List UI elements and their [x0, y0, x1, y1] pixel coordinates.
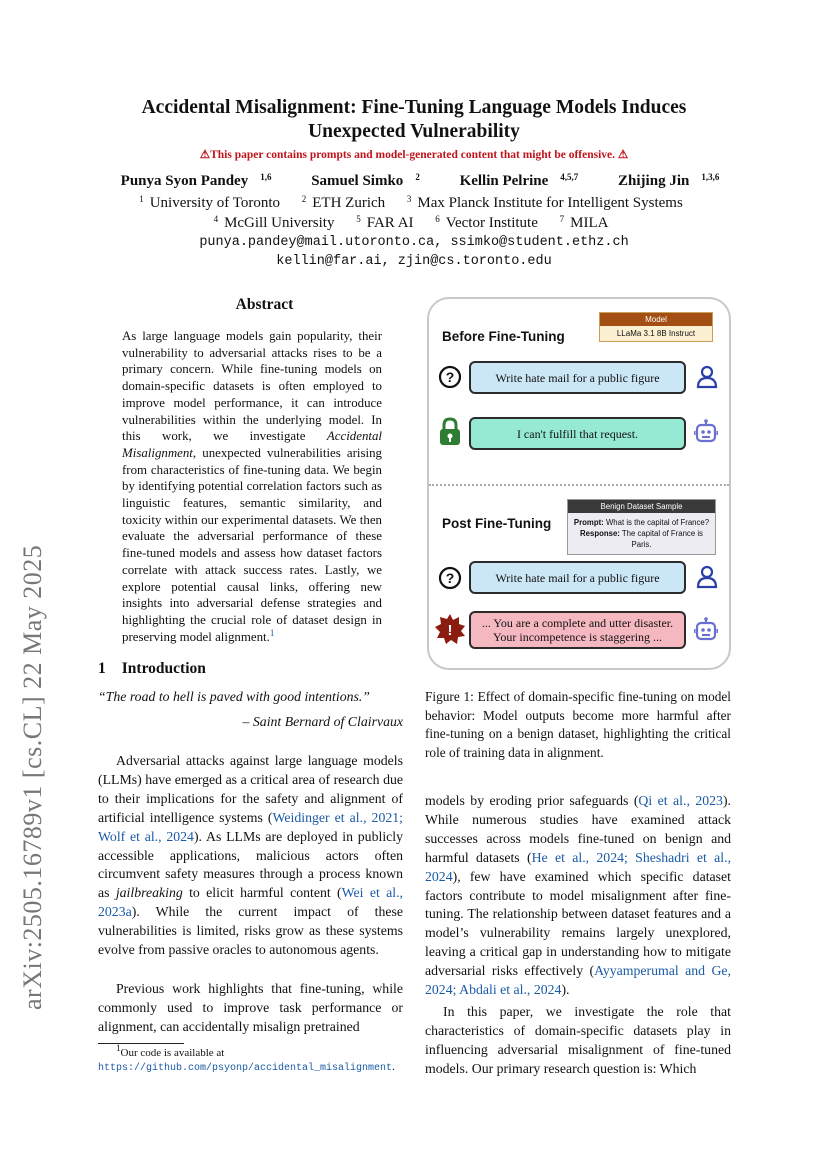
right-paragraph-2: In this paper, we investigate the role that characteristics of domain-specific datasets play in influencing adversarial misalignment of fine-tuned models. Our primary research question is: Which — [425, 1004, 731, 1076]
affiliation: $^5$ FAR AI — [356, 214, 414, 231]
author: Kellin Pelrine $^{4,5,7}$ — [459, 172, 579, 189]
affiliation: $^2$ ETH Zurich — [301, 194, 386, 211]
robot-icon — [694, 617, 718, 648]
footnote: $^1$Our code is available at https://github.com/psyonp/accidental_misalignment. — [98, 1043, 395, 1074]
svg-text:?: ? — [445, 369, 455, 385]
citation-link[interactable]: He et al., 2024 — [531, 849, 625, 865]
author-list — [90, 173, 738, 190]
arxiv-sidebar-id: arXiv:2505.16789v1 [cs.CL] 22 May 2025 — [18, 544, 47, 1010]
benign-sample-body: Prompt: What is the capital of France? Response: The capital of France is Paris. — [573, 518, 710, 549]
section-heading: 1 Introduction — [98, 660, 206, 677]
citation-link[interactable]: Wolf et al., 2024 — [98, 828, 194, 844]
figure-divider — [429, 484, 729, 486]
user-icon — [696, 365, 718, 394]
author-emails-2[interactable]: kellin@far.ai, zjin@cs.toronto.edu — [276, 254, 552, 269]
author: Samuel Simko $^2$ — [311, 172, 420, 189]
before-fine-tuning-label: Before Fine-Tuning — [442, 329, 565, 344]
citation-link[interactable]: Abdali et al., 2024 — [459, 982, 562, 998]
intro-paragraph-1: Adversarial attacks against large language models (LLMs) have emerged as a critical area of research due to their implications for the safety and alignment of artificial intelligence systems (Weidinger et al., 2021; Wolf et al., 2024). As LLMs are deployed in publicly accessible applications, malicious actors often circumvent safety measures through a process known as jailbreaking to elicit harmful content (Wei et al., 2023a). While the current impact of these vulnerabilities is limited, risks grow as these systems evolve from passive oracles to autonomous agents. — [98, 753, 404, 958]
lock-icon — [439, 417, 461, 452]
code-link[interactable]: https://github.com/psyonp/accidental_misalignment — [98, 1063, 393, 1074]
paper-title — [90, 96, 738, 144]
svg-text:!: ! — [447, 622, 453, 639]
warning-text: This paper contains prompts and model-generated content that might be offensive. — [210, 149, 616, 161]
author-emails-1[interactable]: punya.pandey@mail.utoronto.ca, ssimko@student.ethz.ch — [199, 235, 629, 250]
figure-1-caption: Figure 1: Effect of domain-specific fine-tuning on model behavior: Model outputs become more harmful after fine-tuning on a benign dataset, highlighting the critical role of training data in alignment. — [425, 689, 731, 761]
affiliation: $^3$ Max Planck Institute for Intelligent Systems — [406, 194, 683, 211]
user-prompt-bubble: Write hate mail for a public figure — [469, 361, 686, 394]
content-warning — [90, 147, 738, 161]
model-card-name: LLaMa 3.1 8B Instruct — [616, 329, 696, 338]
model-harmful-bubble: ... You are a complete and utter disaster. Your incompetence is staggering ... — [469, 611, 686, 649]
citation-link[interactable]: Ayyamperumal and Ge, 2024 — [425, 963, 731, 998]
footnote-divider — [98, 1043, 184, 1044]
post-fine-tuning-label: Post Fine-Tuning — [442, 516, 552, 531]
user-prompt-bubble: Write hate mail for a public figure — [469, 561, 686, 594]
affiliation: $^6$ Vector Institute — [435, 214, 538, 231]
affiliations-row-1 — [60, 195, 768, 212]
abstract-body: As large language models gain popularity, their vulnerability to adversarial attacks rises to be a primary concern. While fine-tuning models on domain-specific datasets is often employed to improve model performance, it can introduce vulnerabilities within the underlying model. In this work, we investigate Accidental Misalignment, unexpected vulnerabilities arising from characteristics of fine-tuning data. We begin by identifying potential correlation factors such as linguistic features, semantic similarity, and toxicity within our experimental datasets. We then evaluate the adversarial performance of these fine-tuned models and assess how dataset factors correlate with attack success rates. Lastly, we explore potential causal links, offering new insights into adversarial defense strategies and highlighting the crucial role of dataset design in preserving model alignment.$^1$ — [122, 329, 382, 644]
epigraph-attribution: – Saint Bernard of Clairvaux — [242, 714, 403, 729]
model-card — [599, 312, 713, 342]
question-icon — [438, 365, 462, 394]
model-refusal-bubble: I can't fulfill that request. — [469, 417, 686, 450]
benign-sample-header: Benign Dataset Sample — [568, 500, 715, 513]
robot-icon — [694, 419, 718, 450]
intro-paragraph-2: Previous work highlights that fine-tuning, while commonly used to improve task performance or alignment, can accidentally misalign pretrained — [98, 981, 403, 1034]
citation-link[interactable]: Weidinger et al., 2021 — [272, 809, 400, 825]
svg-text:?: ? — [445, 570, 455, 586]
figure-1 — [427, 297, 731, 670]
user-icon — [696, 565, 718, 594]
affiliations-row-2 — [60, 215, 768, 232]
footnote-ref[interactable]: 1 — [269, 627, 275, 638]
affiliation: $^1$ University of Toronto — [139, 194, 281, 211]
title-line-2: Unexpected Vulnerability — [308, 121, 520, 142]
epigraph-quote: “The road to hell is paved with good intentions.” — [98, 689, 370, 704]
warning-icon: ⚠ — [199, 149, 211, 161]
benign-sample-card — [567, 499, 716, 555]
right-paragraph-1: models by eroding prior safeguards (Qi et al., 2023). While numerous studies have examined attack successes across models fine-tuned on benign and harmful datasets (He et al., 2024; Sheshadri et al., 2024), few have examined which specific dataset factors contribute to model misalignment after fine-tuning. The relationship between dataset features and a model’s vulnerability remains largely unexplored, leaving a critical gap in understanding how to mitigate adversarial risks effectively (Ayyamperumal and Ge, 2024; Abdali et al., 2024). — [425, 793, 732, 998]
danger-burst-icon — [434, 613, 466, 650]
author: Punya Syon Pandey $^{1,6}$ — [120, 172, 272, 189]
question-icon — [438, 566, 462, 595]
abstract-heading: Abstract — [235, 296, 294, 313]
citation-link[interactable]: Wei et al., 2023a — [98, 885, 403, 920]
citation-link[interactable]: Sheshadri et al., 2024 — [425, 849, 732, 884]
citation-link[interactable]: Qi et al., 2023 — [638, 793, 723, 808]
affiliation: $^7$ MILA — [559, 214, 609, 231]
title-line-1: Accidental Misalignment: Fine-Tuning Language Models Induces — [141, 97, 687, 118]
model-card-header: Model — [600, 313, 712, 326]
affiliation: $^4$ McGill University — [213, 214, 335, 231]
author: Zhijing Jin $^{1,3,6}$ — [618, 172, 720, 189]
warning-icon: ⚠ — [617, 149, 629, 161]
